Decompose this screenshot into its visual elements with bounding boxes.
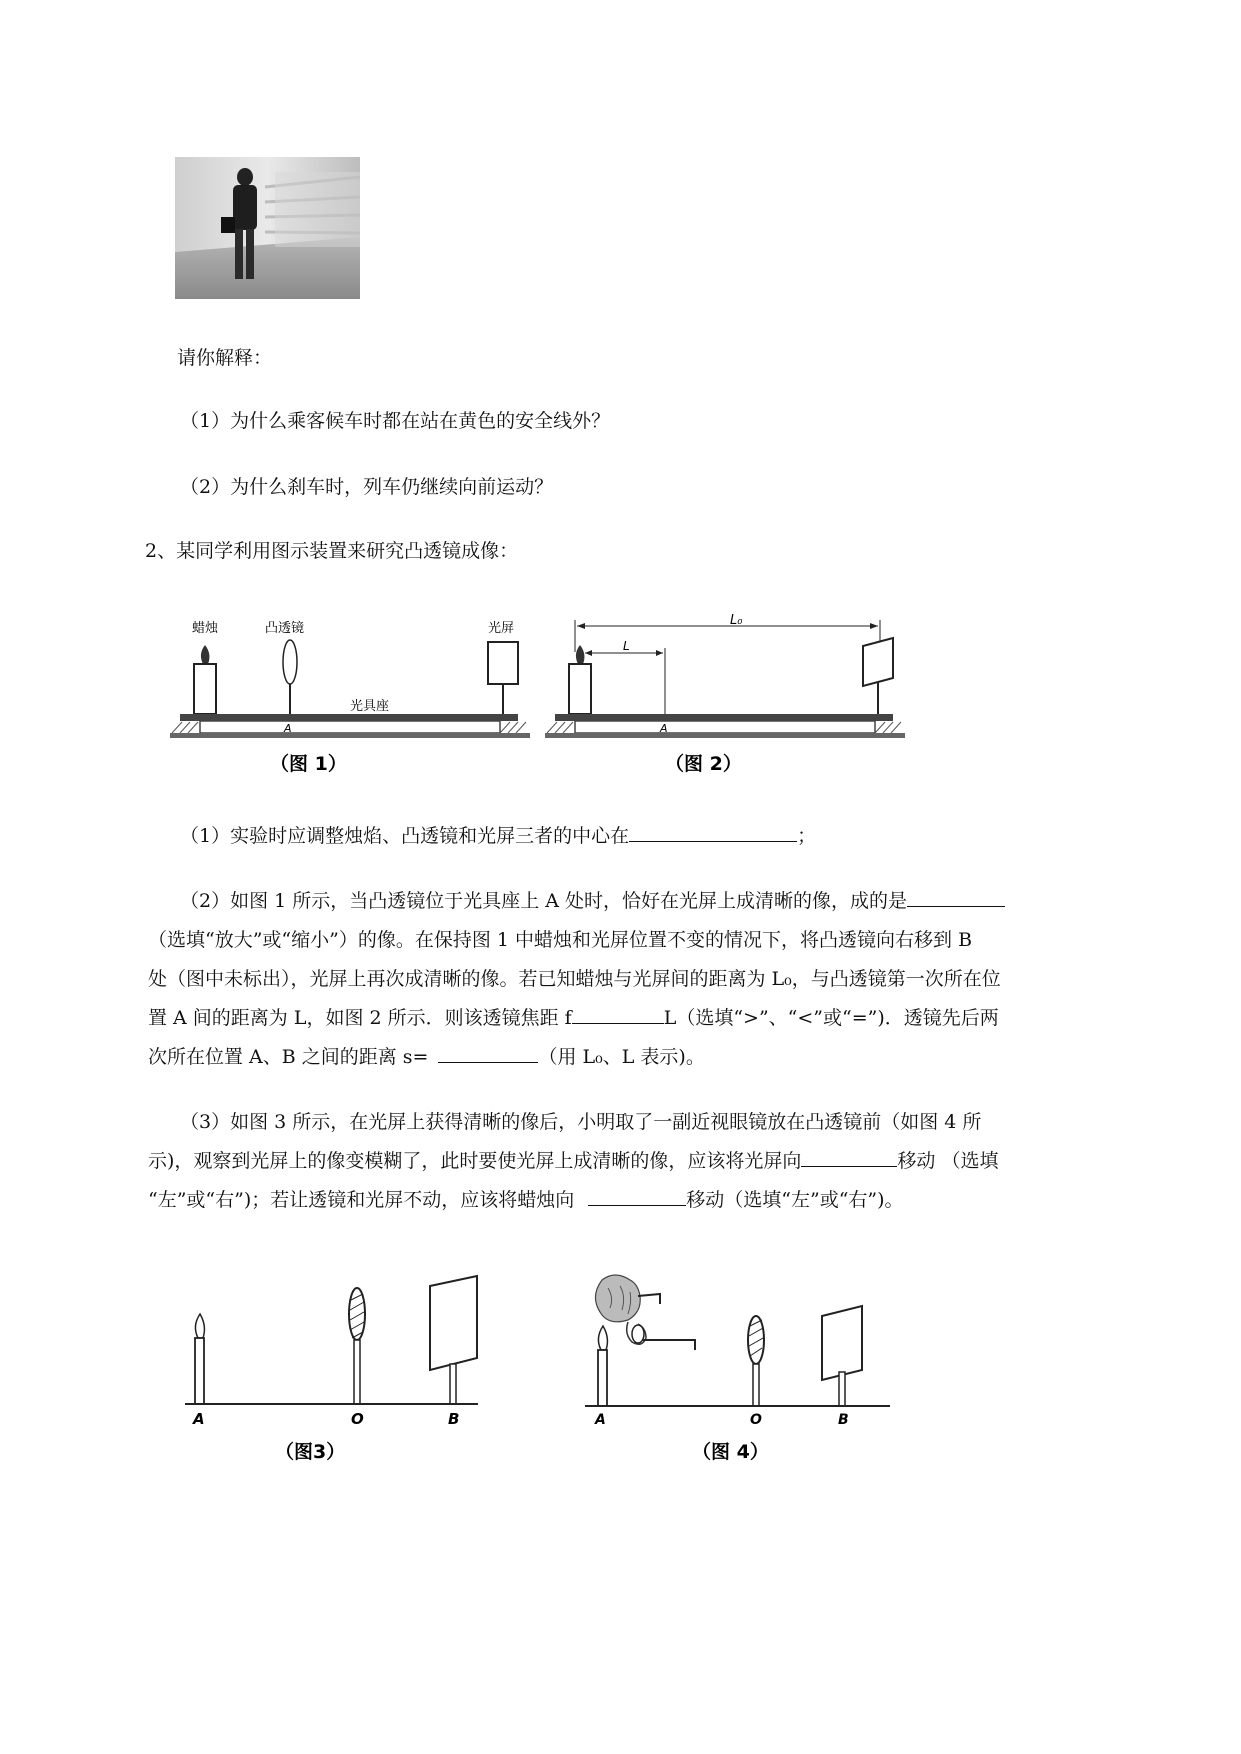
answer-blank-6[interactable] <box>588 1187 686 1206</box>
fig1-lens <box>283 640 297 714</box>
q2-p1-end: ； <box>797 825 817 847</box>
fig3-b-label: B <box>448 1410 460 1428</box>
q2-p3-line3 <box>148 1186 904 1214</box>
fig3-o-label: O <box>351 1410 364 1428</box>
q2-p2-line2: （选填“放大”或“缩小”）的像。在保持图 1 中蜡烛和光屏位置不变的情况下，将凸透镜向右移到 B <box>148 929 973 951</box>
q2-p3-line1: （3）如图 3 所示，在光屏上获得清晰的像后，小明取了一副近视眼镜放在凸透镜前（如图 4 所 <box>180 1111 982 1133</box>
q2-p2-line1 <box>180 887 1005 915</box>
fig1-a-label: A <box>284 722 292 735</box>
fig2-caption: （图 2） <box>665 753 742 775</box>
q2-p2-l5-text-b: （用 L₀、L 表示)。 <box>538 1046 705 1068</box>
figure-4 <box>580 1268 900 1468</box>
fig4-b-label: B <box>838 1412 849 1428</box>
answer-blank-4[interactable] <box>438 1044 538 1063</box>
person-with-glasses-icon <box>595 1275 695 1350</box>
fig2-screen <box>863 638 893 714</box>
fig1-candle-label: 蜡烛 <box>192 621 219 636</box>
q1-item-2: （2）为什么刹车时，列车仍继续向前运动？ <box>180 476 554 498</box>
q2-p1-text: （1）实验时应调整烛焰、凸透镜和光屏三者的中心在 <box>180 825 630 847</box>
fig3-screen <box>430 1276 477 1404</box>
fig4-o-label: O <box>750 1412 762 1428</box>
figure-3 <box>180 1268 490 1468</box>
q2-p2-line5 <box>148 1043 705 1071</box>
fig1-candle <box>194 645 216 714</box>
figure-2 <box>545 612 905 782</box>
fig3-lens <box>349 1288 365 1404</box>
fig3-candle <box>195 1314 204 1404</box>
fig3-caption: （图3） <box>275 1441 346 1463</box>
fig2-a-label: A <box>660 722 668 735</box>
fig4-candle <box>598 1326 607 1406</box>
subway-platform-photo <box>175 157 360 299</box>
answer-blank-3[interactable] <box>572 1005 664 1024</box>
q2-p3-l3-text-b: 移动（选填“左”或“右”)。 <box>686 1189 904 1211</box>
q2-p2-l4-text-b: L（选填“>”、“<”或“=”)．透镜先后两 <box>663 1007 999 1029</box>
fig2-l-label: L <box>623 639 630 653</box>
fig2-l0-label: L₀ <box>730 613 743 628</box>
q2-title: 2、某同学利用图示装置来研究凸透镜成像： <box>145 540 519 562</box>
fig4-screen <box>822 1306 862 1406</box>
q2-p2-l4-text-a: 置 A 间的距离为 L，如图 2 所示．则该透镜焦距 f <box>148 1007 572 1029</box>
q2-p3-l2-text-b: 移动 （选填 <box>897 1150 999 1172</box>
fig1-screen <box>488 642 518 714</box>
fig1-bench-label: 光具座 <box>350 699 390 714</box>
fig4-caption: （图 4） <box>692 1441 769 1463</box>
q1-item-1: （1）为什么乘客候车时都在站在黄色的安全线外？ <box>180 410 611 432</box>
fig3-a-label: A <box>193 1410 205 1428</box>
answer-blank-2[interactable] <box>907 888 1005 907</box>
q2-p2-line4 <box>148 1004 999 1032</box>
figure-1 <box>170 612 530 782</box>
q1-prompt: 请你解释： <box>177 347 273 369</box>
q2-p3-line2 <box>148 1147 998 1175</box>
fig4-lens <box>748 1316 764 1406</box>
answer-blank-1[interactable] <box>629 823 797 842</box>
answer-blank-5[interactable] <box>801 1148 897 1167</box>
q2-p1 <box>180 822 816 850</box>
fig2-candle <box>569 645 591 714</box>
q2-p3-l3-text-a: “左”或“右”)；若让透镜和光屏不动，应该将蜡烛向 <box>148 1189 575 1211</box>
q2-p2-line3: 处（图中未标出），光屏上再次成清晰的像。若已知蜡烛与光屏间的距离为 L₀，与凸透镜第一次所在位 <box>148 968 1001 990</box>
q2-p2-l5-text-a: 次所在位置 A、B 之间的距离 s= <box>148 1046 429 1068</box>
fig4-a-label: A <box>595 1412 606 1428</box>
q2-p3-l2-text-a: 示)，观察到光屏上的像变模糊了，此时要使光屏上成清晰的像，应该将光屏向 <box>148 1150 802 1172</box>
fig1-screen-label: 光屏 <box>488 621 515 636</box>
fig1-lens-label: 凸透镜 <box>265 621 305 636</box>
q2-p2-l1-text: （2）如图 1 所示，当凸透镜位于光具座上 A 处时，恰好在光屏上成清晰的像，成的是 <box>180 890 908 912</box>
fig1-caption: （图 1） <box>270 753 347 775</box>
